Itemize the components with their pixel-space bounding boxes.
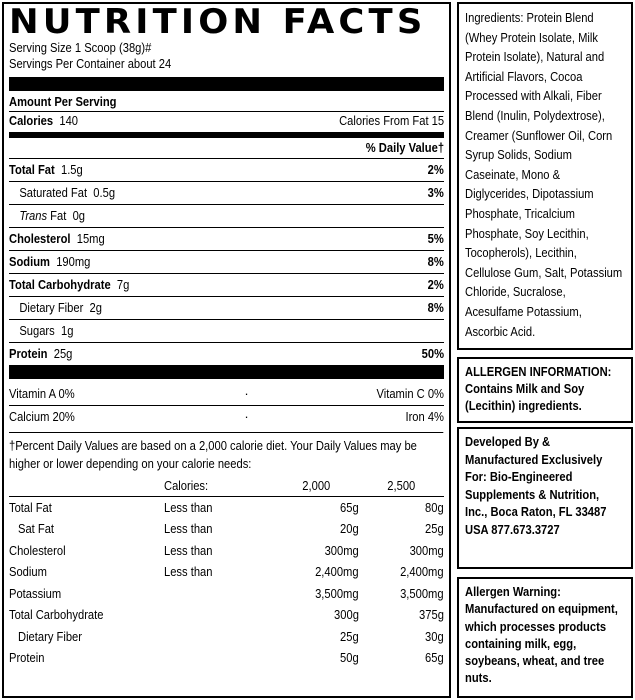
vitamin-left: Calcium 20%: [9, 409, 75, 424]
nutrient-label: Protein: [9, 346, 48, 361]
nutrient-amount: 25g: [53, 346, 73, 361]
nutrient-dv: 50%: [421, 346, 444, 361]
ingredients-text: Ingredients: Protein Blend (Whey Protein Isolate, Milk Protein Isolate), Natural and Artificial Flavors, Cocoa Processed with Alkali, Fiber Blend (Inulin, Polydextrose), Creamer (Sunflower Oil, Corn Syrup Solids, Sodium Caseinate, Mono & Diglycerides, Dipotassium Phosphate, Tricalcium Phosphate, Soy Lecithin, Tocopherols), Lecithin, Cellulose Gum, Salt, Potassium Chloride, Sucralose, Acesulfame Potassium, Ascorbic Acid.: [465, 10, 623, 339]
nutrient-row-total-fat: [9, 158, 444, 181]
nutrient-label: Cholesterol: [9, 231, 71, 246]
nutrient-amount: 1g: [60, 323, 74, 338]
developer-box: [457, 427, 633, 569]
developer-text: Developed By & Manufactured Exclusively For: Bio-Engineered Supplements & Nutrition, Inc., Boca Raton, FL 33487 USA 877.673.3727: [465, 434, 607, 537]
nutrient-row-total-carbohydrate: [9, 273, 444, 296]
ingredients-box: [457, 2, 633, 350]
allergen-info-text: ALLERGEN INFORMATION: Contains Milk and Soy (Lecithin) ingredients.: [465, 364, 612, 413]
daily-values-table: [9, 475, 444, 669]
nutrition-title: NUTRITION FACTS: [9, 2, 427, 42]
allergen-warning-box: [457, 577, 633, 698]
nutrient-row-protein: [9, 342, 444, 365]
nutrient-row-trans-fat: [9, 204, 444, 227]
vitamin-separator: ·: [244, 386, 249, 401]
nutrient-amount: 190mg: [56, 254, 91, 269]
dv-col-2000: 2,000: [302, 478, 331, 493]
nutrient-amount: 0g: [72, 208, 86, 223]
daily-value-header: % Daily Value†: [365, 140, 444, 155]
nutrient-amount: 1.5g: [60, 162, 83, 177]
nutrient-amount: 7g: [116, 277, 130, 292]
amount-per-serving-row: [9, 93, 444, 111]
nutrient-row-saturated-fat: [9, 181, 444, 204]
nutrient-label: Saturated Fat: [19, 185, 88, 200]
nutrient-label: Sodium: [9, 254, 50, 269]
nutrient-label-suffix: Fat: [50, 208, 67, 223]
nutrient-dv: 5%: [427, 231, 444, 246]
vitamin-separator: ·: [244, 409, 249, 424]
table-row: Cholesterol Less than 300mg 300mg: [9, 542, 444, 558]
nutrient-row-dietary-fiber: [9, 296, 444, 319]
nutrition-facts-panel: [2, 2, 451, 698]
nutrient-label: Total Fat: [9, 162, 55, 177]
nutrient-amount: 0.5g: [93, 185, 116, 200]
dv-table-header: [9, 475, 444, 497]
calories-row: [9, 111, 444, 130]
vitamin-row: [9, 383, 444, 405]
vitamin-row: [9, 405, 444, 428]
nutrient-row-cholesterol: [9, 227, 444, 250]
nutrient-label: Total Carbohydrate: [9, 277, 111, 292]
nutrient-row-sodium: [9, 250, 444, 273]
nutrient-amount: 2g: [89, 300, 102, 315]
table-row: Potassium 3,500mg 3,500mg: [9, 585, 444, 601]
nutrient-dv: 2%: [427, 162, 444, 177]
calories-value: 140: [59, 113, 79, 128]
table-row: Sat Fat Less than 20g 25g: [18, 521, 444, 537]
thick-divider: [9, 77, 444, 91]
vitamin-right: Vitamin C 0%: [376, 386, 444, 401]
allergen-info-box: [457, 357, 633, 423]
dv-col-2500: 2,500: [387, 478, 416, 493]
nutrient-amount: 15mg: [76, 231, 105, 246]
nutrient-label: Trans: [19, 208, 48, 223]
vitamin-left: Vitamin A 0%: [9, 386, 75, 401]
nutrient-dv: 3%: [427, 185, 444, 200]
vitamin-right: Iron 4%: [405, 409, 444, 424]
footnote: †Percent Daily Values are based on a 2,000 calorie diet. Your Daily Values may be higher or lower depending on your calorie needs:: [9, 432, 443, 473]
nutrient-row-sugars: [9, 319, 444, 342]
table-row: Dietary Fiber 25g 30g: [18, 628, 444, 644]
table-row: Protein 50g 65g: [9, 650, 444, 666]
table-row: Sodium Less than 2,400mg 2,400mg: [9, 564, 444, 580]
nutrient-label: Sugars: [19, 323, 55, 338]
nutrient-dv: 2%: [427, 277, 444, 292]
nutrient-label: Dietary Fiber: [19, 300, 84, 315]
nutrient-dv: 8%: [427, 300, 444, 315]
servings-per-container: Servings Per Container about 24: [9, 56, 172, 71]
table-row: Total Fat Less than 65g 80g: [9, 497, 444, 519]
serving-size: Serving Size 1 Scoop (38g)#: [9, 40, 152, 55]
calories-label: Calories: [9, 113, 54, 128]
calories-from-fat: Calories From Fat 15: [338, 113, 444, 128]
table-row: Total Carbohydrate 300g 375g: [9, 607, 444, 623]
nutrient-dv: 8%: [427, 254, 444, 269]
thick-divider: [9, 365, 444, 379]
dv-calories-label: Calories:: [164, 478, 209, 493]
daily-value-header-row: [9, 138, 444, 158]
amount-per-serving: Amount Per Serving: [9, 94, 117, 109]
allergen-warning-text: Allergen Warning: Manufactured on equipment, which processes products containing milk, egg, soybeans, wheat, and tree nuts.: [465, 584, 618, 686]
